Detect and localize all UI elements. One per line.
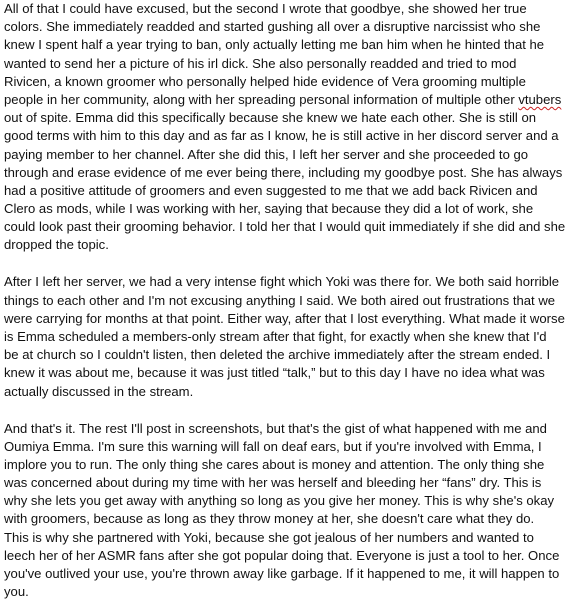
text-line-with-misspelling (4, 91, 570, 109)
text-line: leech her of her ASMR fans after she got popular doing that. Everyone is just a tool to her. Once (4, 547, 560, 563)
text-line: actually discussed in the stream. (4, 383, 194, 399)
text-line: were carrying for months at that point. Either way, after that I lost everything. What made it worse (4, 310, 565, 326)
text-line: good terms with him to this day and as far as I know, he is still active in her discord server and a (4, 128, 559, 144)
misspelled-word[interactable]: vtubers (518, 91, 562, 107)
text-line: why she lets you get away with anything so long as you give her money. This is why she's okay (4, 493, 555, 509)
text-line: knew it was about me, because it was just titled “talk,” but to this day I have no idea what was (4, 365, 545, 381)
text-line: is Emma scheduled a members-only stream after that fight, for exactly when she knew that I'd (4, 328, 547, 344)
paragraph-spacer (4, 401, 570, 420)
text-line: After I left her server, we had a very intense fight which Yoki was there for. We both said horrible (4, 274, 560, 290)
text-line: colors. She immediately readded and started gushing all over a disruptive narcissist who she (4, 19, 541, 35)
text-line: you've outlived your use, you're thrown away like garbage. If it happened to me, it will happen to (4, 566, 560, 582)
text-line: could look past their grooming behavior. I told her that I would quit immediately if she did and she (4, 219, 566, 235)
text-line: Clero as mods, while I was working with her, saying that because they did a lot of work, she (4, 201, 534, 217)
text-line: had a positive attitude of groomers and even suggested to me that we add back Rivicen and (4, 182, 538, 198)
text-line: paying member to her channel. After she did this, I left her server and she proceeded to go (4, 146, 529, 162)
text-line: with groomers, because as long as they throw money at her, she doesn't care what they do. (4, 511, 535, 527)
text-line: was concerned about during my time with her was herself and bleeding her “fans” dry. This is (4, 475, 542, 491)
text-line: you. (4, 584, 29, 600)
paragraph-1 (4, 0, 570, 255)
text-line: wanted to send her a picture of his irl dick. She also personally readded and tried to mod (4, 55, 517, 71)
text-line: implore you to run. The only thing she cares about is money and attention. The only thing she (4, 456, 545, 472)
text-line: This is why she partnered with Yoki, because she got jealous of her numbers and wanted to (4, 529, 534, 545)
text-line: things to each other and I'm not excusing anything I said. We both aired out frustrations that we (4, 292, 556, 308)
text-segment: people in her community, along with her spreading personal information of multiple other (4, 91, 519, 107)
paragraph-2 (4, 273, 570, 400)
text-line: Oumiya Emma. I'm sure this warning will fall on deaf ears, but if you're involved with Emma, I (4, 438, 542, 454)
text-line: All of that I could have excused, but the second I wrote that goodbye, she showed her true (4, 1, 527, 16)
text-line: knew I spent half a year trying to ban, only actually letting me ban him when he hinted that he (4, 37, 545, 53)
text-line: dropped the topic. (4, 237, 109, 253)
document-body (4, 0, 570, 601)
text-line: out of spite. Emma did this specifically because she knew we hate each other. She is still on (4, 110, 537, 126)
paragraph-3 (4, 420, 570, 601)
text-line: through and erase evidence of me ever being there, including my goodbye post. She has always (4, 164, 563, 180)
text-line: Rivicen, a known groomer who personally helped hide evidence of Vera grooming multiple (4, 73, 526, 89)
text-line: And that's it. The rest I'll post in screenshots, but that's the gist of what happened with me and (4, 420, 547, 436)
paragraph-spacer (4, 255, 570, 274)
text-line: be at church so I couldn't listen, then deleted the archive immediately after the stream ended. I (4, 347, 551, 363)
